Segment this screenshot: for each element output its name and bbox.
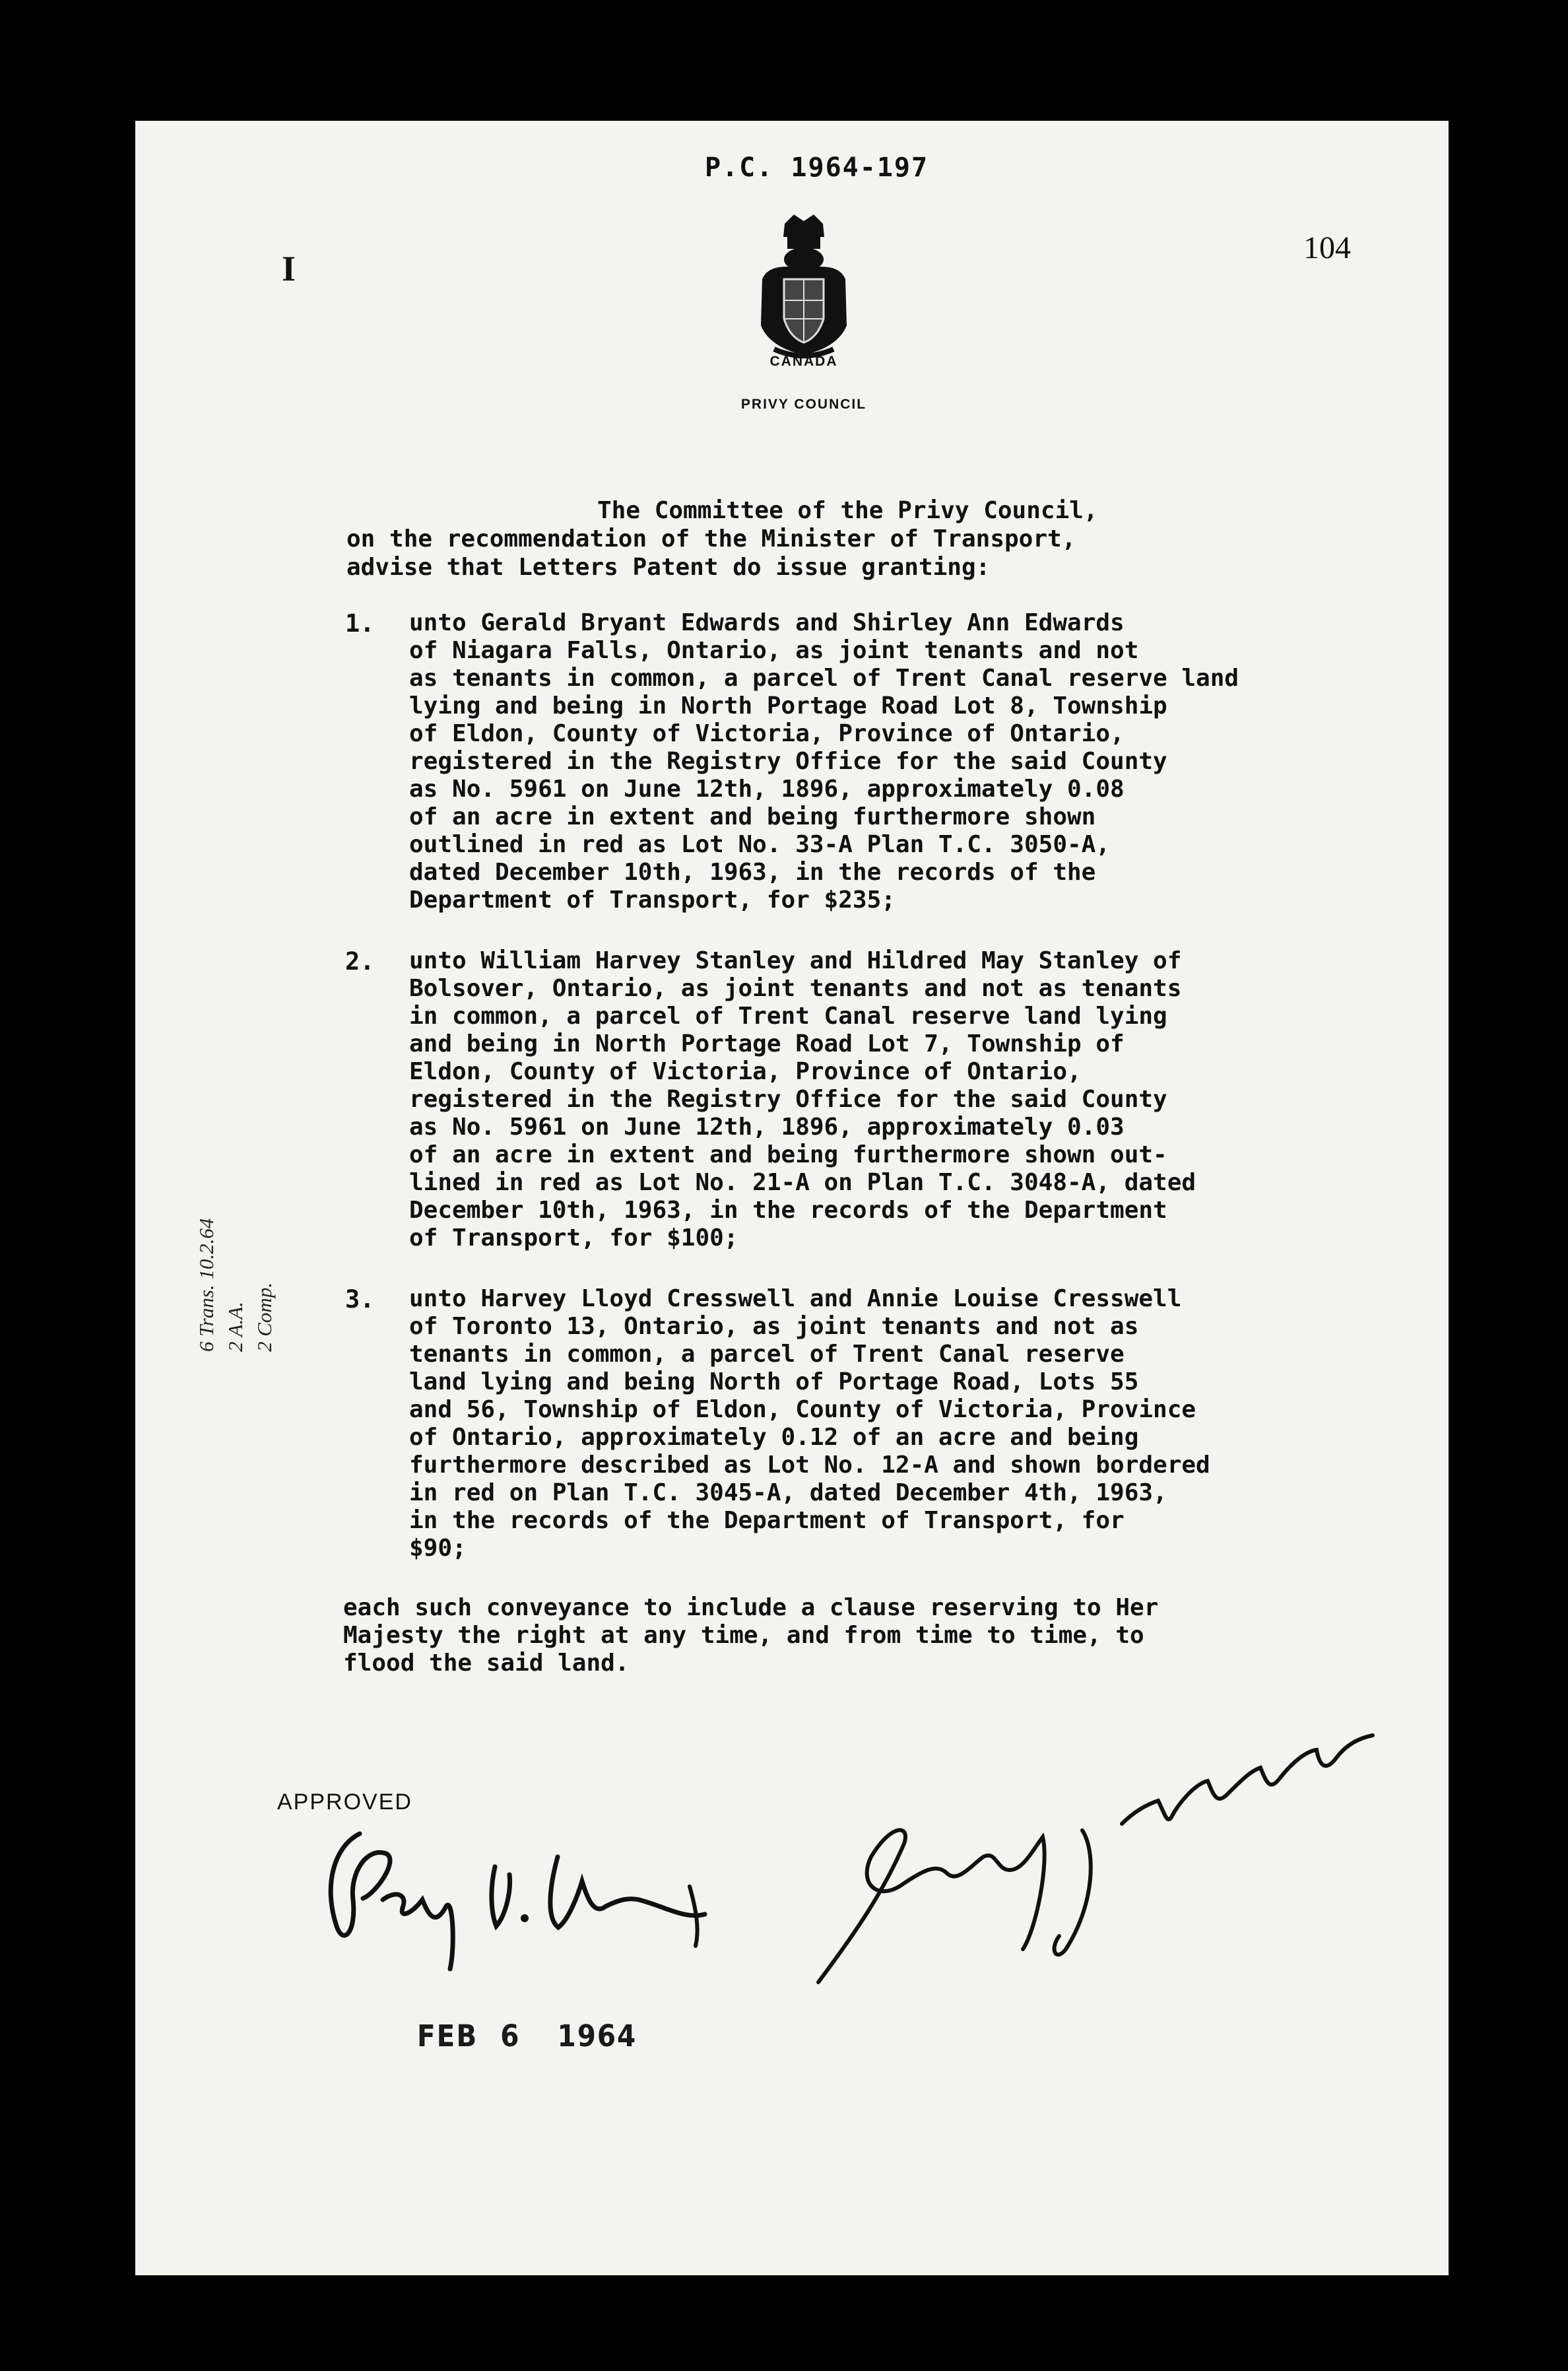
- stamp-year: 1964: [557, 2019, 637, 2054]
- item-line: of Transport, for $100;: [409, 1224, 738, 1252]
- page-number: 104: [1303, 230, 1351, 265]
- item-line: $90;: [409, 1535, 467, 1562]
- item-line: land lying and being North of Portage Road, Lots 55: [409, 1368, 1139, 1395]
- item-line: of Toronto 13, Ontario, as joint tenants and not as: [409, 1313, 1139, 1340]
- margin-note-line: 2 A.A.: [224, 1301, 247, 1352]
- item-line: unto Gerald Bryant Edwards and Shirley Ann Edwards: [409, 609, 1125, 636]
- margin-mark: I: [282, 249, 296, 288]
- item-number: 1.: [345, 609, 375, 638]
- stamp-month: FEB: [417, 2019, 478, 2054]
- item-line: lying and being in North Portage Road Lot 8, Township: [409, 692, 1167, 719]
- item-line: as No. 5961 on June 12th, 1896, approximately 0.08: [409, 776, 1125, 803]
- item-line: as No. 5961 on June 12th, 1896, approximately 0.03: [409, 1114, 1125, 1141]
- item-line: of Eldon, County of Victoria, Province of Ontario,: [409, 720, 1125, 747]
- canada-label: CANADA: [769, 354, 838, 369]
- item-line: tenants in common, a parcel of Trent Canal reserve: [409, 1341, 1125, 1368]
- closing-line: each such conveyance to include a clause reserving to Her: [343, 1594, 1159, 1621]
- item-line: unto Harvey Lloyd Cresswell and Annie Louise Cresswell: [409, 1285, 1182, 1312]
- item-number: 3.: [345, 1285, 375, 1314]
- item-line: of an acre in extent and being furthermore shown out-: [409, 1141, 1167, 1168]
- intro-line: The Committee of the Privy Council,: [597, 497, 1098, 524]
- item-line: furthermore described as Lot No. 12-A and shown bordered: [409, 1452, 1210, 1479]
- item-line: of Niagara Falls, Ontario, as joint tenants and not: [409, 637, 1139, 664]
- approved-label: APPROVED: [277, 1789, 412, 1815]
- item-line: in the records of the Department of Transport, for: [409, 1507, 1125, 1534]
- item-line: and being in North Portage Road Lot 7, Township of: [409, 1030, 1125, 1057]
- date-stamp: [417, 2019, 637, 2054]
- pc-number: P.C. 1964-197: [705, 152, 929, 183]
- margin-note: [195, 1061, 307, 1352]
- item-line: lined in red as Lot No. 21-A on Plan T.C. 3048-A, dated: [409, 1169, 1196, 1196]
- item-line: Eldon, County of Victoria, Province of Ontario,: [409, 1058, 1082, 1085]
- item-number: 2.: [345, 947, 375, 976]
- item-line: outlined in red as Lot No. 33-A Plan T.C. 3050-A,: [409, 831, 1111, 858]
- privy-council-label: PRIVY COUNCIL: [740, 397, 867, 412]
- governor-general-signature: [297, 1820, 719, 1986]
- margin-note-line: 6 Trans. 10.2.64: [195, 1218, 218, 1352]
- item-line: of an acre in extent and being furthermore shown: [409, 803, 1096, 830]
- item-line: December 10th, 1963, in the records of the Department: [409, 1197, 1167, 1224]
- minister-signature: [805, 1731, 1399, 1995]
- coat-of-arms-icon: [748, 213, 860, 361]
- item-line: registered in the Registry Office for the said County: [409, 1086, 1167, 1113]
- closing-line: Majesty the right at any time, and from time to time, to: [343, 1622, 1144, 1649]
- closing-line: flood the said land.: [343, 1650, 630, 1677]
- item-line: dated December 10th, 1963, in the records of the: [409, 859, 1096, 886]
- item-line: Bolsover, Ontario, as joint tenants and not as tenants: [409, 975, 1182, 1002]
- item-line: Department of Transport, for $235;: [409, 886, 896, 914]
- item-line: of Ontario, approximately 0.12 of an acre and being: [409, 1424, 1139, 1451]
- item-line: unto William Harvey Stanley and Hildred May Stanley of: [409, 947, 1182, 974]
- stamp-day: 6: [500, 2019, 521, 2054]
- intro-line: advise that Letters Patent do issue granting:: [346, 554, 991, 581]
- item-line: registered in the Registry Office for the said County: [409, 748, 1167, 775]
- intro-line: on the recommendation of the Minister of Transport,: [346, 525, 1076, 552]
- document-page: [135, 121, 1449, 2275]
- item-line: as tenants in common, a parcel of Trent Canal reserve land: [409, 665, 1239, 692]
- item-line: in red on Plan T.C. 3045-A, dated December 4th, 1963,: [409, 1479, 1167, 1506]
- item-line: in common, a parcel of Trent Canal reserve land lying: [409, 1003, 1167, 1030]
- item-line: and 56, Township of Eldon, County of Victoria, Province: [409, 1396, 1196, 1423]
- margin-note-line: 2 Comp.: [253, 1282, 276, 1352]
